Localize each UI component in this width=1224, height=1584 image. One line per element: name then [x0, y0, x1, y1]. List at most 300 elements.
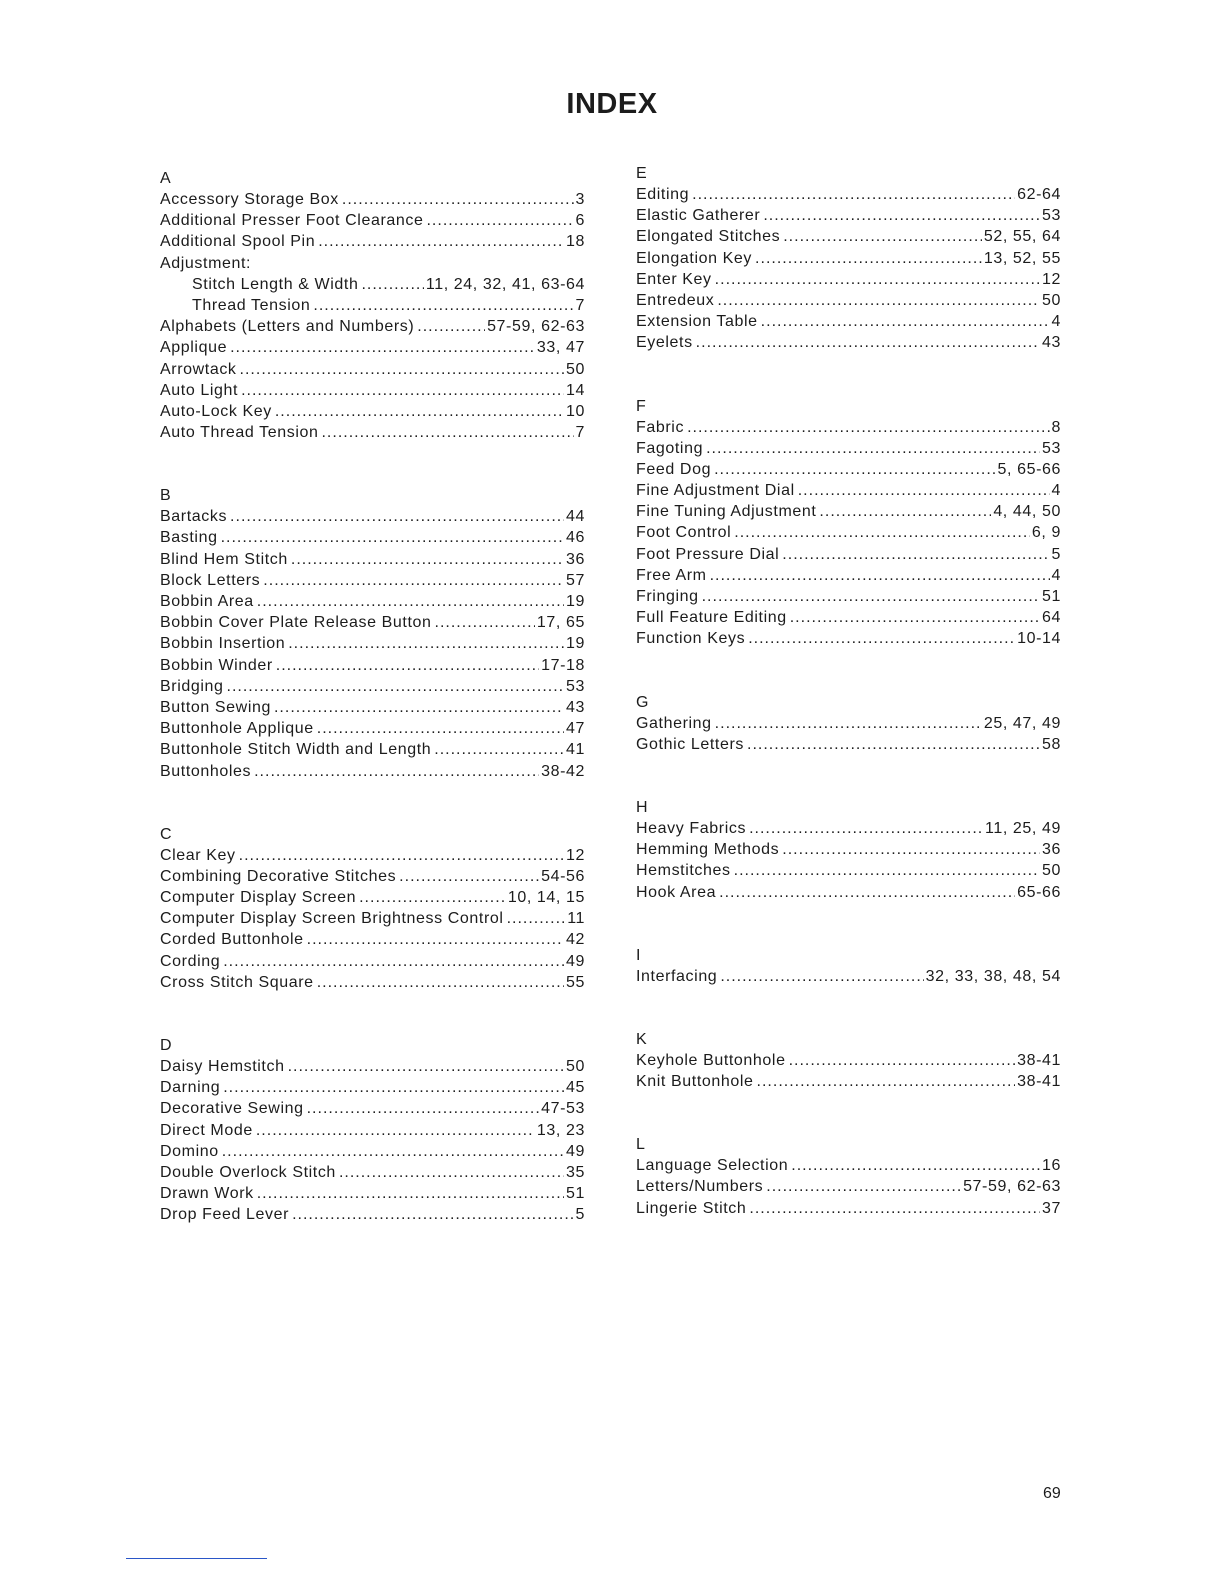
entry-term: Thread Tension: [192, 296, 311, 314]
entry-term: Auto-Lock Key: [160, 402, 272, 420]
section-letter: E: [636, 165, 648, 182]
index-entry: [636, 269, 1061, 290]
dot-leader: [790, 607, 1040, 628]
entry-pages: 12: [1042, 270, 1061, 288]
dot-leader: [321, 422, 573, 443]
entry-pages: 53: [1042, 207, 1061, 225]
section-letter: A: [160, 170, 172, 187]
entry-term: Editing: [636, 186, 690, 203]
entry-pages: 11, 24, 32, 41, 63-64: [425, 275, 585, 293]
dot-leader: [257, 1183, 564, 1204]
entry-pages: 14: [566, 381, 585, 399]
index-entry: [636, 839, 1061, 860]
entry-term: Hemstitches: [636, 862, 731, 880]
page-number: 69: [1043, 1485, 1061, 1502]
dot-leader: [417, 316, 485, 337]
entry-term: Fine Adjustment Dial: [636, 482, 795, 500]
entry-pages: 62-64: [1017, 186, 1061, 203]
dot-leader: [239, 845, 564, 866]
entry-term: Drop Feed Lever: [160, 1206, 290, 1224]
index-entry: [636, 1176, 1061, 1197]
index-entry: [160, 612, 585, 633]
dot-leader: [717, 290, 1040, 311]
dot-leader: [292, 1204, 573, 1225]
index-entry: [160, 1183, 585, 1204]
dot-leader: [361, 274, 423, 295]
dot-leader: [798, 480, 1050, 501]
index-entry: [160, 380, 585, 401]
index-entry: [636, 818, 1061, 839]
index-entry: [160, 929, 585, 950]
dot-leader: [749, 818, 983, 839]
entry-term: Bobbin Cover Plate Release Button: [160, 614, 432, 632]
dot-leader: [342, 189, 574, 210]
index-entry: [160, 295, 585, 316]
entry-term: Computer Display Screen: [160, 889, 357, 907]
index-entry: [636, 205, 1061, 226]
index-entry: [160, 761, 585, 782]
dot-leader: [789, 1050, 1016, 1071]
entry-term: Bobbin Insertion: [160, 635, 286, 653]
entry-pages: 5: [575, 1206, 585, 1224]
entry-term: Bartacks: [160, 508, 228, 526]
dot-leader: [257, 591, 564, 612]
index-entry: [636, 607, 1061, 628]
entry-term: Extension Table: [636, 313, 758, 331]
index-entry: [636, 1198, 1061, 1219]
dot-leader: [435, 612, 535, 633]
dot-leader: [313, 295, 573, 316]
dot-leader: [317, 718, 564, 739]
dot-leader: [749, 1198, 1040, 1219]
index-section-a: [160, 168, 585, 443]
dot-leader: [734, 522, 1030, 543]
entry-term: Accessory Storage Box: [160, 191, 339, 208]
dot-leader: [757, 1071, 1016, 1092]
entry-term: Fabric: [636, 418, 685, 436]
entry-term: Arrowtack: [160, 360, 237, 378]
dot-leader: [230, 337, 535, 358]
index-column-left: [160, 168, 585, 1268]
entry-pages: 13, 23: [536, 1121, 585, 1139]
dot-leader: [223, 1077, 564, 1098]
entry-pages: 3: [575, 191, 585, 208]
section-letter: K: [636, 1030, 648, 1048]
entry-pages: 19: [566, 593, 585, 610]
dot-leader: [782, 839, 1040, 860]
index-entry: [160, 189, 585, 210]
dot-leader: [227, 676, 564, 697]
entry-pages: 5: [1051, 545, 1061, 563]
dot-leader: [222, 1141, 564, 1162]
entry-term: Button Sewing: [160, 698, 271, 716]
index-entry: [160, 1162, 585, 1183]
entry-term: Auto Light: [160, 381, 239, 399]
dot-leader: [291, 549, 564, 570]
entry-term: Direct Mode: [160, 1121, 253, 1139]
dot-leader: [223, 951, 564, 972]
index-entry: [160, 231, 585, 252]
entry-term: Drawn Work: [160, 1185, 254, 1203]
entry-pages: 51: [1042, 588, 1061, 605]
entry-pages: 53: [566, 677, 585, 695]
entry-pages: 4, 44, 50: [993, 503, 1061, 521]
entry-pages: 50: [1042, 291, 1061, 309]
entry-term: Additional Spool Pin: [160, 233, 316, 251]
dot-leader: [819, 501, 991, 522]
index-entry: [636, 544, 1061, 565]
index-entry: [636, 713, 1061, 734]
index-entry: [160, 549, 585, 570]
dot-leader: [692, 184, 1015, 205]
entry-term: Stitch Length & Width: [192, 275, 359, 293]
dot-leader: [399, 866, 539, 887]
index-entry: [160, 274, 585, 295]
entry-pages: 47-53: [541, 1100, 585, 1118]
entry-term: Elongated Stitches: [636, 228, 781, 246]
index-entry: [160, 676, 585, 697]
entry-pages: 51: [566, 1185, 585, 1203]
entry-term: Entredeux: [636, 291, 715, 309]
index-entry: [636, 565, 1061, 586]
index-entry: [160, 527, 585, 548]
index-entry: [160, 316, 585, 337]
entry-term: Hemming Methods: [636, 841, 780, 859]
entry-term: Bobbin Area: [160, 593, 254, 610]
index-entry: [160, 401, 585, 422]
index-entry: [160, 633, 585, 654]
index-section-h: [636, 797, 1061, 903]
entry-term: Gothic Letters: [636, 735, 745, 753]
entry-pages: 57: [566, 571, 585, 589]
entry-term: Foot Pressure Dial: [636, 545, 780, 563]
entry-pages: 11, 25, 49: [985, 819, 1061, 837]
entry-term: Alphabets (Letters and Numbers): [160, 318, 415, 336]
dot-leader: [696, 332, 1040, 353]
index-entry: [160, 1120, 585, 1141]
entry-pages: 17-18: [541, 656, 585, 674]
index-entry: [636, 332, 1061, 353]
entry-pages: 57-59, 62-63: [963, 1178, 1061, 1196]
section-letter: C: [160, 825, 173, 843]
entry-pages: 54-56: [541, 867, 585, 885]
index-entry: [160, 1077, 585, 1098]
index-entry: [636, 290, 1061, 311]
index-entry: [636, 734, 1061, 755]
dot-leader: [434, 739, 564, 760]
entry-term: Block Letters: [160, 571, 261, 589]
index-entry: [160, 253, 585, 274]
entry-pages: 50: [566, 1058, 585, 1075]
dot-leader: [761, 311, 1050, 332]
entry-pages: 7: [575, 424, 585, 442]
entry-term: Gathering: [636, 714, 712, 732]
index-section-f: [636, 396, 1061, 650]
entry-term: Daisy Hemstitch: [160, 1058, 285, 1075]
dot-leader: [791, 1155, 1040, 1176]
index-entry: [160, 845, 585, 866]
entry-term: Corded Buttonhole: [160, 931, 304, 949]
index-entry: [636, 501, 1061, 522]
entry-pages: 52, 55, 64: [983, 228, 1061, 246]
entry-term: Free Arm: [636, 566, 707, 584]
entry-term: Cross Stitch Square: [160, 973, 314, 991]
entry-pages: 45: [566, 1079, 585, 1097]
entry-pages: 38-41: [1017, 1051, 1061, 1069]
index-entry: [160, 1056, 585, 1077]
dot-leader: [339, 1162, 564, 1183]
index-entry: [160, 337, 585, 358]
index-entry: [160, 1204, 585, 1225]
dot-leader: [317, 972, 564, 993]
dot-leader: [426, 210, 573, 231]
dot-leader: [359, 887, 506, 908]
entry-pages: 49: [566, 1142, 585, 1160]
index-section-c: [160, 824, 585, 993]
entry-pages: 64: [1042, 609, 1061, 627]
dot-leader: [274, 697, 564, 718]
dot-leader: [276, 655, 539, 676]
index-entry: [160, 972, 585, 993]
index-entry: [160, 866, 585, 887]
dot-leader: [748, 628, 1015, 649]
dot-leader: [763, 205, 1040, 226]
entry-pages: 53: [1042, 439, 1061, 457]
index-entry: [636, 586, 1061, 607]
dot-leader: [240, 359, 564, 380]
entry-term: Elongation Key: [636, 249, 753, 267]
dot-leader: [747, 734, 1040, 755]
entry-pages: 55: [566, 973, 585, 991]
entry-term: Darning: [160, 1079, 221, 1097]
entry-pages: 6, 9: [1031, 524, 1061, 542]
entry-pages: 43: [566, 698, 585, 716]
entry-term: Fine Tuning Adjustment: [636, 503, 817, 521]
entry-pages: 32, 33, 38, 48, 54: [925, 967, 1061, 985]
entry-pages: 49: [566, 952, 585, 970]
entry-pages: 8: [1051, 418, 1061, 436]
footer-link-underline: [126, 1558, 267, 1559]
dot-leader: [254, 761, 539, 782]
dot-leader: [507, 908, 566, 929]
index-section-e: [636, 163, 1061, 354]
entry-term: Full Feature Editing: [636, 609, 787, 627]
entry-term: Bridging: [160, 677, 224, 695]
entry-pages: 46: [566, 529, 585, 547]
entry-term: Decorative Sewing: [160, 1100, 304, 1118]
index-section-b: [160, 485, 585, 781]
dot-leader: [318, 231, 564, 252]
dot-leader: [230, 506, 564, 527]
entry-term: Basting: [160, 529, 218, 547]
entry-term: Double Overlock Stitch: [160, 1163, 336, 1181]
dot-leader: [687, 417, 1049, 438]
dot-leader: [307, 929, 564, 950]
entry-term: Elastic Gatherer: [636, 207, 761, 225]
index-entry: [636, 248, 1061, 269]
entry-pages: 43: [1042, 334, 1061, 352]
dot-leader: [706, 438, 1040, 459]
index-entry: [636, 1071, 1061, 1092]
index-entry: [636, 226, 1061, 247]
index-entry: [636, 480, 1061, 501]
section-letter: B: [160, 487, 172, 505]
entry-term: Enter Key: [636, 270, 712, 288]
entry-pages: 44: [566, 508, 585, 526]
entry-pages: 4: [1051, 482, 1061, 500]
entry-term: Language Selection: [636, 1157, 789, 1175]
entry-term: Domino: [160, 1142, 219, 1160]
dot-leader: [710, 565, 1050, 586]
entry-pages: 17, 65: [536, 614, 585, 632]
index-entry: [160, 739, 585, 760]
section-letter: D: [160, 1037, 173, 1054]
entry-pages: 13, 52, 55: [983, 249, 1061, 267]
dot-leader: [734, 860, 1040, 881]
entry-term: Function Keys: [636, 630, 746, 648]
dot-leader: [702, 586, 1040, 607]
entry-pages: 57-59, 62-63: [487, 318, 585, 336]
entry-term: Buttonholes: [160, 762, 252, 780]
entry-term: Eyelets: [636, 334, 693, 352]
entry-term: Combining Decorative Stitches: [160, 867, 397, 885]
dot-leader: [715, 713, 982, 734]
index-section-l: [636, 1134, 1061, 1219]
entry-pages: 16: [1042, 1157, 1061, 1175]
entry-term: Letters/Numbers: [636, 1178, 764, 1196]
index-entry: [636, 417, 1061, 438]
index-column-right: [636, 163, 1061, 1261]
entry-pages: 6: [575, 212, 585, 230]
index-entry: [636, 628, 1061, 649]
entry-pages: 10, 14, 15: [507, 889, 585, 907]
index-entry: [160, 887, 585, 908]
index-entry: [636, 438, 1061, 459]
dot-leader: [288, 633, 564, 654]
entry-term: Interfacing: [636, 967, 718, 985]
entry-pages: 42: [566, 931, 585, 949]
entry-pages: 47: [566, 720, 585, 738]
section-letter: F: [636, 397, 647, 415]
entry-pages: 38-41: [1017, 1073, 1061, 1091]
entry-term: Blind Hem Stitch: [160, 550, 288, 568]
index-entry: [160, 210, 585, 231]
section-letter: H: [636, 798, 649, 816]
entry-pages: 19: [566, 635, 585, 653]
index-entry: [636, 522, 1061, 543]
dot-leader: [263, 570, 564, 591]
entry-term: Applique: [160, 339, 228, 357]
entry-pages: 50: [1042, 862, 1061, 880]
entry-pages: 41: [566, 741, 585, 759]
entry-term: Buttonhole Stitch Width and Length: [160, 741, 432, 759]
entry-term: Auto Thread Tension: [160, 424, 319, 442]
dot-leader: [221, 527, 564, 548]
index-entry: [636, 966, 1061, 987]
entry-pages: 18: [566, 233, 585, 251]
entry-term: Feed Dog: [636, 460, 712, 478]
entry-pages: 4: [1051, 566, 1061, 584]
entry-pages: 65-66: [1017, 883, 1061, 901]
index-entry: [636, 1155, 1061, 1176]
index-entry: [160, 655, 585, 676]
entry-term: Buttonhole Applique: [160, 720, 314, 738]
entry-pages: 36: [566, 550, 585, 568]
dot-leader: [714, 459, 995, 480]
entry-pages: 10-14: [1017, 630, 1061, 648]
index-entry: [160, 1098, 585, 1119]
entry-pages: 38-42: [541, 762, 585, 780]
index-section-g: [636, 692, 1061, 755]
entry-term: Knit Buttonhole: [636, 1073, 754, 1091]
entry-pages: 36: [1042, 841, 1061, 859]
index-entry: [160, 718, 585, 739]
entry-term: Clear Key: [160, 846, 236, 864]
dot-leader: [783, 226, 982, 247]
entry-term: Computer Display Screen Brightness Control: [160, 910, 504, 928]
index-entry: [636, 311, 1061, 332]
dot-leader: [256, 1120, 535, 1141]
index-section-i: [636, 945, 1061, 987]
entry-term: Hook Area: [636, 883, 717, 901]
section-letter: G: [636, 693, 649, 711]
dot-leader: [307, 1098, 539, 1119]
index-entry: [160, 506, 585, 527]
section-letter: L: [636, 1136, 646, 1154]
entry-pages: 7: [575, 296, 585, 314]
index-entry: [160, 570, 585, 591]
entry-term: Fringing: [636, 588, 699, 605]
index-section-k: [636, 1029, 1061, 1092]
index-entry: [636, 882, 1061, 903]
index-entry: [160, 951, 585, 972]
index-entry: [160, 908, 585, 929]
entry-pages: 10: [566, 402, 585, 420]
entry-pages: 4: [1051, 313, 1061, 331]
dot-leader: [715, 269, 1040, 290]
index-section-d: [160, 1035, 585, 1226]
page-title: INDEX: [566, 88, 658, 120]
entry-term: Foot Control: [636, 524, 732, 542]
dot-leader: [719, 882, 1015, 903]
entry-term: Lingerie Stitch: [636, 1199, 747, 1217]
entry-pages: 12: [566, 846, 585, 864]
entry-term: Keyhole Buttonhole: [636, 1051, 786, 1069]
entry-pages: 5, 65-66: [997, 460, 1061, 478]
index-entry: [636, 860, 1061, 881]
index-entry: [160, 591, 585, 612]
entry-term: Fagoting: [636, 439, 704, 457]
index-entry: [160, 359, 585, 380]
entry-term: Heavy Fabrics: [636, 819, 747, 837]
section-letter: I: [636, 946, 641, 964]
entry-term: Additional Presser Foot Clearance: [160, 212, 424, 230]
index-entry: [636, 459, 1061, 480]
index-entry: [160, 422, 585, 443]
entry-pages: 37: [1042, 1199, 1061, 1217]
entry-pages: 33, 47: [536, 339, 585, 357]
entry-pages: 35: [566, 1163, 585, 1181]
dot-leader: [288, 1056, 564, 1077]
dot-leader: [720, 966, 923, 987]
entry-term: Bobbin Winder: [160, 656, 273, 674]
dot-leader: [766, 1176, 961, 1197]
index-entry: [160, 697, 585, 718]
index-entry: [636, 184, 1061, 205]
dot-leader: [275, 401, 564, 422]
dot-leader: [782, 544, 1049, 565]
entry-pages: 25, 47, 49: [983, 714, 1061, 732]
